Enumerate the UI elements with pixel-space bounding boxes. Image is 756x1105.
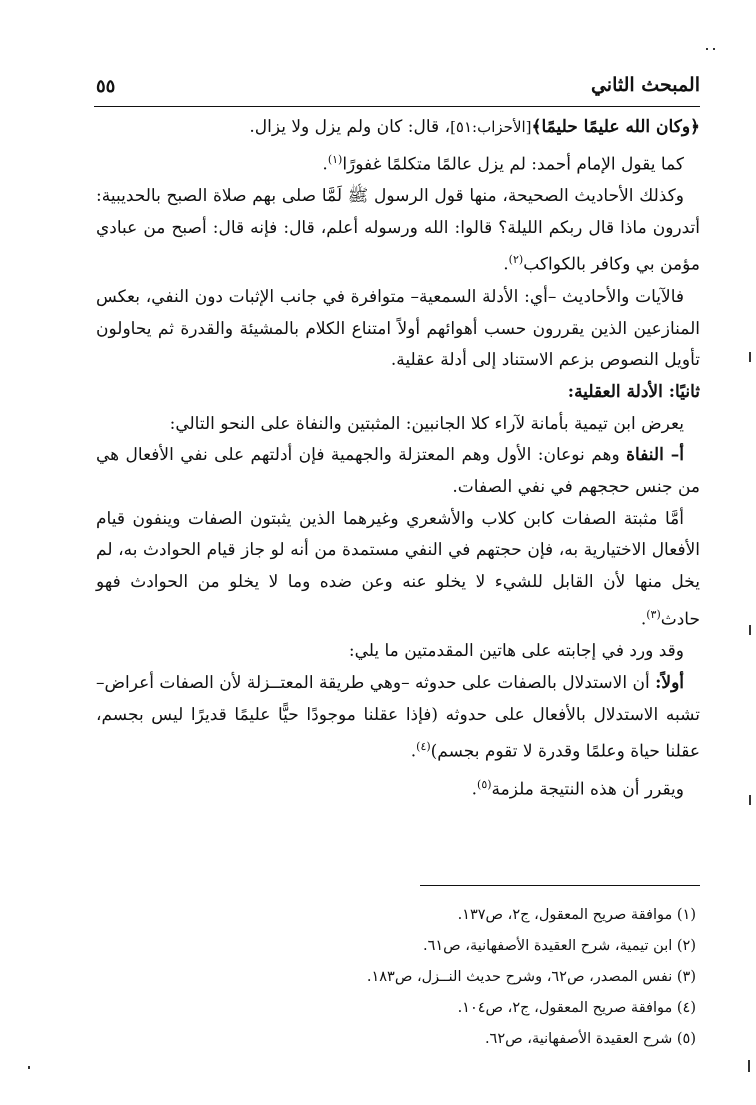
footnote-marker-5: (٥)	[477, 777, 492, 791]
paragraph-10-text: ويقرر أن هذه النتيجة ملزمة	[491, 779, 684, 800]
footnotes	[96, 900, 696, 1055]
paragraph-2-text: كما يقول الإمام أحمد: لم يزل عالمًا متكلمًا غفورًا	[342, 154, 684, 175]
footnote-marker-4: (٤)	[416, 740, 431, 754]
main-text	[96, 112, 700, 806]
paragraph-3	[96, 181, 700, 282]
verse-reference: [الأحزاب:٥١]	[450, 118, 532, 136]
footnote-separator	[420, 885, 700, 886]
footnote-5: (٥) شرح العقيدة الأصفهانية، ص٦٢.	[484, 1031, 696, 1047]
paragraph-6	[96, 440, 700, 503]
scan-mark	[28, 1066, 30, 1069]
paragraph-8-text: وقد ورد في إجابته على هاتين المقدمتين ما يلي:	[348, 641, 684, 662]
footnote-3: (٣) نفس المصدر، ص٦٢، وشرح حديث النــزل، ص١٨٣.	[366, 969, 696, 985]
paragraph-2	[96, 144, 700, 181]
header-rule	[94, 106, 700, 107]
paragraph-1	[96, 112, 700, 144]
paragraph-7-text: أمَّا مثبتة الصفات كابن كلاب والأشعري وغيرهما الذين يثبتون الصفات وينفون قيام الأفعال الاختيارية به، فإن حجتهم في النفي مستمدة من أنه لو جاز قيام الحوادث به، لم يخل منها لأن القابل للشيء لا يخلو عنه وعن ضده وما لا يخلو من الحوادث فهو حادث	[96, 508, 700, 630]
paragraph-10	[96, 769, 700, 806]
chapter-title: المبحث الثاني	[590, 74, 700, 96]
footnote-marker-2: (٢)	[508, 253, 524, 267]
paragraph-10-end: .	[471, 779, 478, 800]
page-header	[96, 74, 700, 104]
paragraph-5	[96, 409, 700, 441]
paragraph-1-text: ، قال: كان ولم يزل ولا يزال.	[249, 117, 451, 137]
scan-mark	[749, 352, 751, 362]
footnote-marker-3: (٣)	[646, 607, 661, 621]
paragraph-4	[96, 282, 700, 377]
footnote-4: (٤) موافقة صريح المعقول، ج٢، ص١٠٤.	[457, 1000, 696, 1016]
footnote-2: (٢) ابن تيمية، شرح العقيدة الأصفهانية، ص٦١.	[422, 938, 696, 954]
paragraph-9-end: .	[410, 741, 417, 762]
paragraph-7-end: .	[640, 609, 647, 630]
scan-mark	[749, 625, 751, 635]
paragraph-9-text: أن الاستدلال بالصفات على حدوثه –وهي طريقة المعتــزلة لأن الصفات أعراض– تشبه الاستدلال بالأفعال على حدوثه (فإذا عقلنا موجودًا حيًّا عليمًا قديرًا ليس بجسم، عقلنا حياة وعلمًا وقدرة لا تقوم بجسم)	[96, 672, 700, 762]
paragraph-6-text: وهم نوعان: الأول وهم المعتزلة والجهمية فإن أدلتهم على نفي الأفعال هي من جنس حججهم في نفي الصفات.	[96, 445, 700, 498]
paragraph-4-text: فالآيات والأحاديث –أي: الأدلة السمعية– متوافرة في جانب الإثبات دون النفي، بعكس المنازعين الذين يقررون حسب أهوائهم أولاً امتناع الكلام بالمشيئة والقدرة ثم يحاولون تأويل النصوص بزعم الاستناد إلى أدلة عقلية.	[96, 286, 700, 371]
quran-verse: ﴿وكان الله عليمًا حليمًا﴾	[531, 117, 700, 137]
paragraph-9	[96, 668, 700, 769]
paragraph-9-lead: أولاً:	[655, 672, 684, 693]
scan-mark	[713, 48, 715, 50]
scan-mark	[748, 1060, 750, 1072]
footnote-1: (١) موافقة صريح المعقول، ج٢، ص١٣٧.	[457, 907, 696, 923]
paragraph-3-text: وكذلك الأحاديث الصحيحة، منها قول الرسول ﷺ لَمَّا صلى بهم صلاة الصبح بالحديبية: أتدرون ماذا قال ربكم الليلة؟ قالوا: الله ورسوله أعلم، قال: فإنه قال: أصبح من عبادي مؤمن بي وكافر بالكواكب	[96, 186, 700, 276]
page-number: ٥٥	[96, 76, 116, 97]
scan-mark	[749, 795, 751, 805]
paragraph-2-end: .	[322, 154, 328, 175]
paragraph-6-lead: أ– النفاة	[626, 445, 684, 466]
paragraph-7	[96, 504, 700, 636]
paragraph-8	[96, 636, 700, 668]
footnote-marker-1: (١)	[327, 152, 343, 166]
paragraph-3-end: .	[503, 255, 509, 276]
paragraph-5-text: يعرض ابن تيمية بأمانة لآراء كلا الجانبين: المثبتين والنفاة على النحو التالي:	[169, 413, 684, 434]
section-heading: ثانيًا: الأدلة العقلية:	[567, 381, 700, 402]
scan-mark	[706, 48, 708, 50]
